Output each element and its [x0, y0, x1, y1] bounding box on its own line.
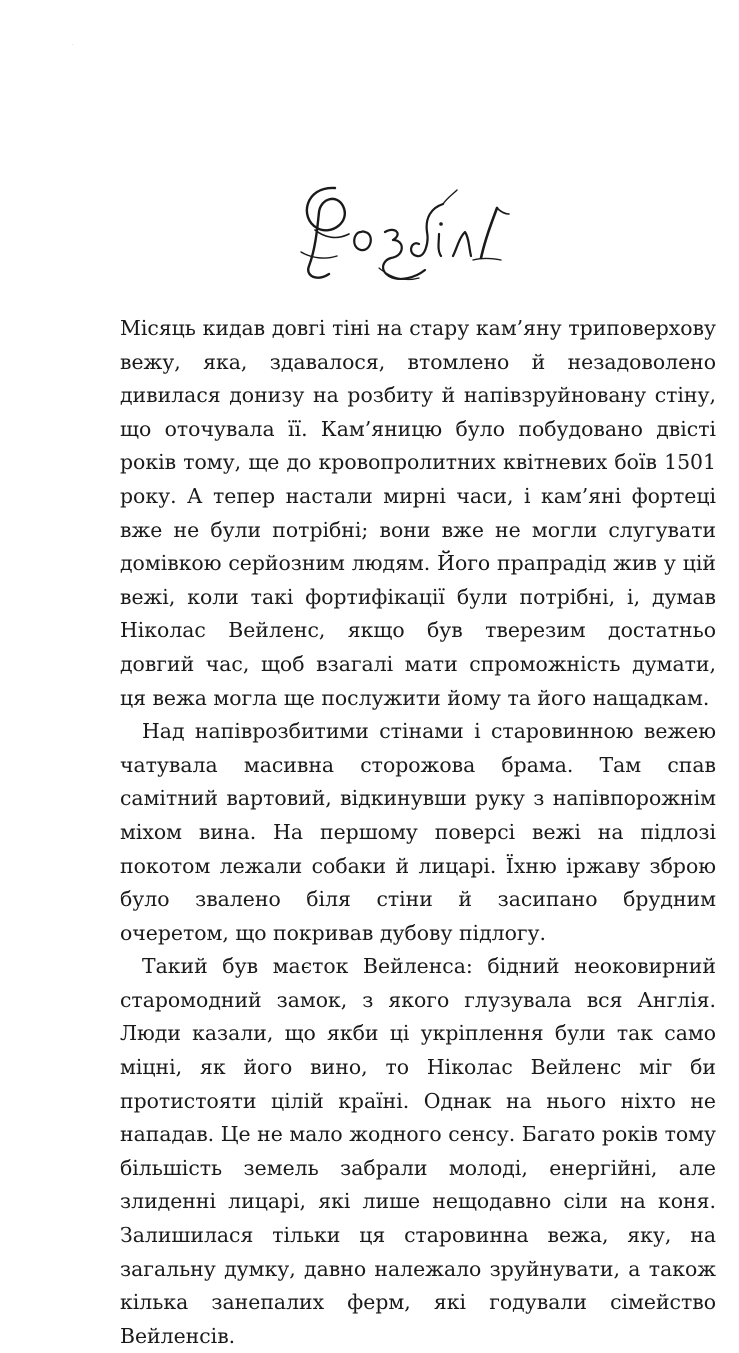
paragraph-3: Такий був маєток Вейленса: бідний неоковирний старомодний замок, з якого глузувала вся Англія. Люди казали, що якби ці укріплення були так само міцні, як його вино, то Ніколас Вейленс міг би протистояти цілій країні. Однак на нього ніхто не нападав. Це не мало жодного сенсу. Багато років тому більшість земель забрали молоді, енергійні, але злиденні лицарі, які лише нещодавно сіли на коня. Залишилася тільки ця старовинна вежа, яку, на загальну думку, давно належало зруйнувати, а також кілька занепалих ферм, які годували сімейство Вейленсів.: [120, 954, 716, 1348]
chapter-heading: [295, 178, 525, 288]
paragraph-1: Місяць кидав довгі тіні на стару кам’яну триповерхову вежу, яка, здавалося, втомлено й незадоволено дивилася донизу на розбиту й напівзруйновану стіну, що оточувала її. Кам’яницю було побудовано двісті років тому, ще до кровопролитних квітневих боїв 1501 року. А тепер настали мирні часи, і кам’яні фортеці вже не були потрібні; вони вже не могли слугувати домівкою серйозним людям. Його прапрадід жив у цій вежі, коли такі фортифікації були потрібні, і, думав Ніколас Вейленс, якщо був тверезим достатньо довгий час, щоб взагалі мати спроможність думати, ця вежа могла ще послужити йому та його нащадкам.: [120, 316, 716, 710]
chapter-title-calligraphy-icon: [295, 178, 525, 288]
paragraph-2: Над напіврозбитими стінами і старовинною вежею чатувала масивна сторожова брама. Там спав самітний вартовий, відкинувши руку з напівпорожнім міхом вина. На першому поверсі вежі на підлозі покотом лежали собаки й лицарі. Їхню іржаву зброю було звалено біля стіни й засипано брудним очеретом, що покривав дубову підлогу.: [120, 719, 716, 945]
chapter-body: [120, 312, 716, 1353]
page-corner-mark: [72, 44, 73, 45]
